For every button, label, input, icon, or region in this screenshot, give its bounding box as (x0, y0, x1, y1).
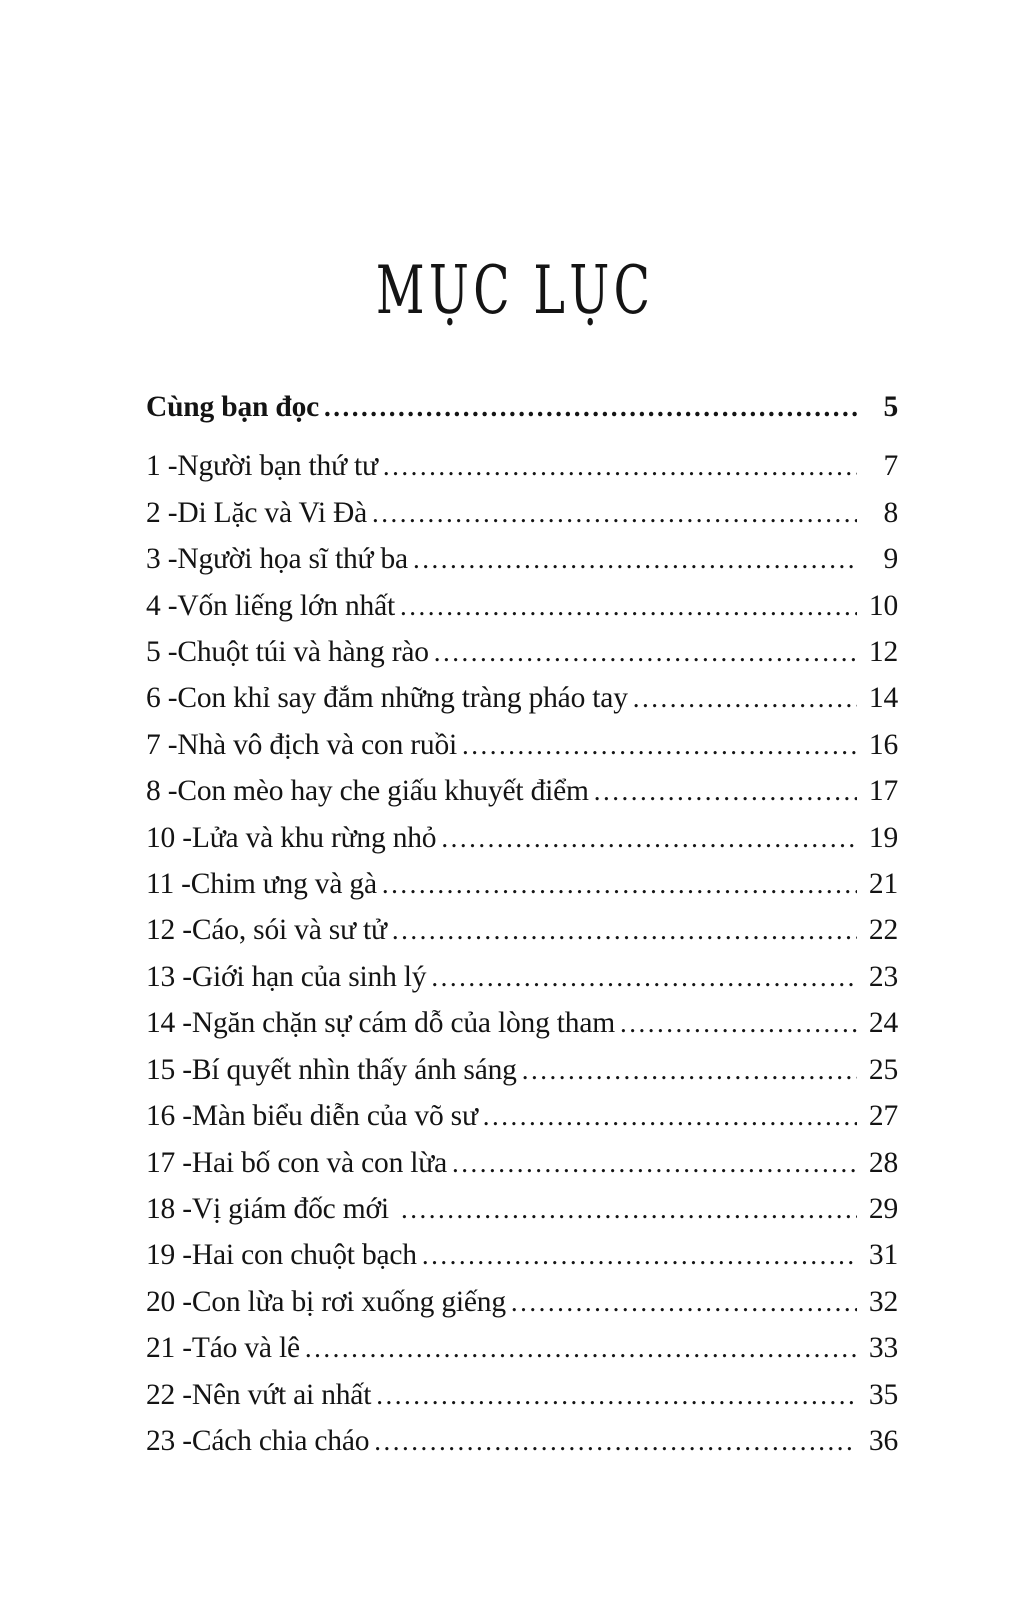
toc-entry-label: 15 -Bí quyết nhìn thấy ánh sáng (146, 1053, 517, 1086)
dot-leader (422, 1232, 857, 1278)
toc-entry-page: 31 (868, 1239, 898, 1272)
toc-entry-label: 5 -Chuột túi và hàng rào (146, 636, 429, 669)
toc-entry-label: 8 -Con mèo hay che giấu khuyết điểm (146, 775, 589, 808)
toc-entry-page: 27 (868, 1100, 898, 1133)
toc-entry-label: 6 -Con khỉ say đắm những tràng pháo tay (146, 682, 628, 715)
dot-leader (434, 629, 857, 675)
dot-leader (452, 1140, 857, 1186)
toc-entry (146, 861, 898, 907)
toc-entry-page: 36 (868, 1424, 898, 1457)
dot-leader (383, 443, 857, 489)
dot-leader (462, 722, 857, 768)
toc-list (146, 384, 898, 1464)
toc-entry-label: 1 -Người bạn thứ tư (146, 450, 378, 483)
toc-entry (146, 629, 898, 675)
toc-entry-label: 22 -Nên vứt ai nhất (146, 1378, 372, 1411)
toc-entry-page: 23 (868, 960, 898, 993)
toc-entry-label: 17 -Hai bố con và con lừa (146, 1146, 447, 1179)
dot-leader (594, 768, 857, 814)
toc-entry-page: 29 (868, 1192, 898, 1225)
toc-entry (146, 490, 898, 536)
toc-entry-page: 9 (883, 543, 898, 576)
toc-entry-label: 14 -Ngăn chặn sự cám dỗ của lòng tham (146, 1007, 615, 1040)
toc-entry (146, 1372, 898, 1418)
toc-entry-page: 35 (868, 1378, 898, 1411)
toc-entry-page: 33 (868, 1332, 898, 1365)
toc-entry (146, 384, 898, 430)
toc-entry (146, 1047, 898, 1093)
toc-entry-page: 22 (868, 914, 898, 947)
toc-entry-label: 18 -Vị giám đốc mới (146, 1192, 397, 1225)
dot-leader (400, 583, 857, 629)
dot-leader (522, 1047, 857, 1093)
toc-entry-label: 10 -Lửa và khu rừng nhỏ (146, 821, 437, 854)
toc-entry (146, 1140, 898, 1186)
toc-entry (146, 1186, 898, 1232)
toc-entry-label: 2 -Di Lặc và Vi Đà (146, 496, 367, 529)
dot-leader (401, 1186, 857, 1232)
toc-entry-label: 23 -Cách chia cháo (146, 1424, 370, 1457)
toc-entry-label: 11 -Chim ưng và gà (146, 868, 377, 901)
toc-entry (146, 536, 898, 582)
toc-entry (146, 815, 898, 861)
toc-entry-page: 21 (868, 868, 898, 901)
toc-entry-page: 7 (883, 450, 898, 483)
toc-entry-label: 12 -Cáo, sói và sư tử (146, 914, 387, 947)
toc-entry-page: 25 (868, 1053, 898, 1086)
toc-entry (146, 675, 898, 721)
toc-entry-label: 21 -Táo và lê (146, 1332, 300, 1365)
toc-entry (146, 1000, 898, 1046)
dot-leader (382, 861, 857, 907)
toc-entry-label: 13 -Giới hạn của sinh lý (146, 960, 427, 993)
dot-leader (392, 907, 857, 953)
toc-entry-page: 19 (868, 821, 898, 854)
toc-entry-page: 17 (868, 775, 898, 808)
toc-entry (146, 1279, 898, 1325)
toc-entry-page: 12 (868, 636, 898, 669)
dot-leader (372, 490, 857, 536)
dot-leader (324, 384, 857, 430)
toc-entry-page: 24 (868, 1007, 898, 1040)
toc-entry (146, 443, 898, 489)
toc-entry (146, 1418, 898, 1464)
dot-leader (441, 815, 857, 861)
toc-entry-label: 3 -Người họa sĩ thứ ba (146, 543, 408, 576)
dot-leader (376, 1372, 857, 1418)
toc-entry-page: 32 (868, 1285, 898, 1318)
dot-leader (413, 536, 857, 582)
toc-entry (146, 722, 898, 768)
toc-entry-label: 20 -Con lừa bị rơi xuống giếng (146, 1285, 506, 1318)
toc-entry-page: 16 (868, 728, 898, 761)
toc-entry-label: 16 -Màn biểu diễn của võ sư (146, 1100, 478, 1133)
toc-entry (146, 1325, 898, 1371)
toc-entry (146, 1093, 898, 1139)
dot-leader (305, 1325, 857, 1371)
toc-entry-label: 7 -Nhà vô địch và con ruồi (146, 728, 458, 761)
toc-entry (146, 954, 898, 1000)
toc-entry-page: 14 (868, 682, 898, 715)
toc-entry-page: 28 (868, 1146, 898, 1179)
page-title: MỤC LỤC (375, 252, 655, 329)
toc-entry (146, 768, 898, 814)
dot-leader (483, 1093, 857, 1139)
toc-entry-page: 5 (883, 391, 898, 423)
dot-leader (620, 1000, 857, 1046)
toc-entry-label: Cùng bạn đọc (146, 391, 320, 423)
toc-entry (146, 907, 898, 953)
dot-leader (374, 1418, 857, 1464)
toc-entry (146, 1232, 898, 1278)
toc-entry-label: 4 -Vốn liếng lớn nhất (146, 589, 395, 622)
toc-entry (146, 583, 898, 629)
dot-leader (633, 675, 857, 721)
toc-entry-label: 19 -Hai con chuột bạch (146, 1239, 417, 1272)
toc-entry-page: 10 (868, 589, 898, 622)
dot-leader (511, 1279, 857, 1325)
dot-leader (431, 954, 857, 1000)
toc-entry-page: 8 (883, 496, 898, 529)
